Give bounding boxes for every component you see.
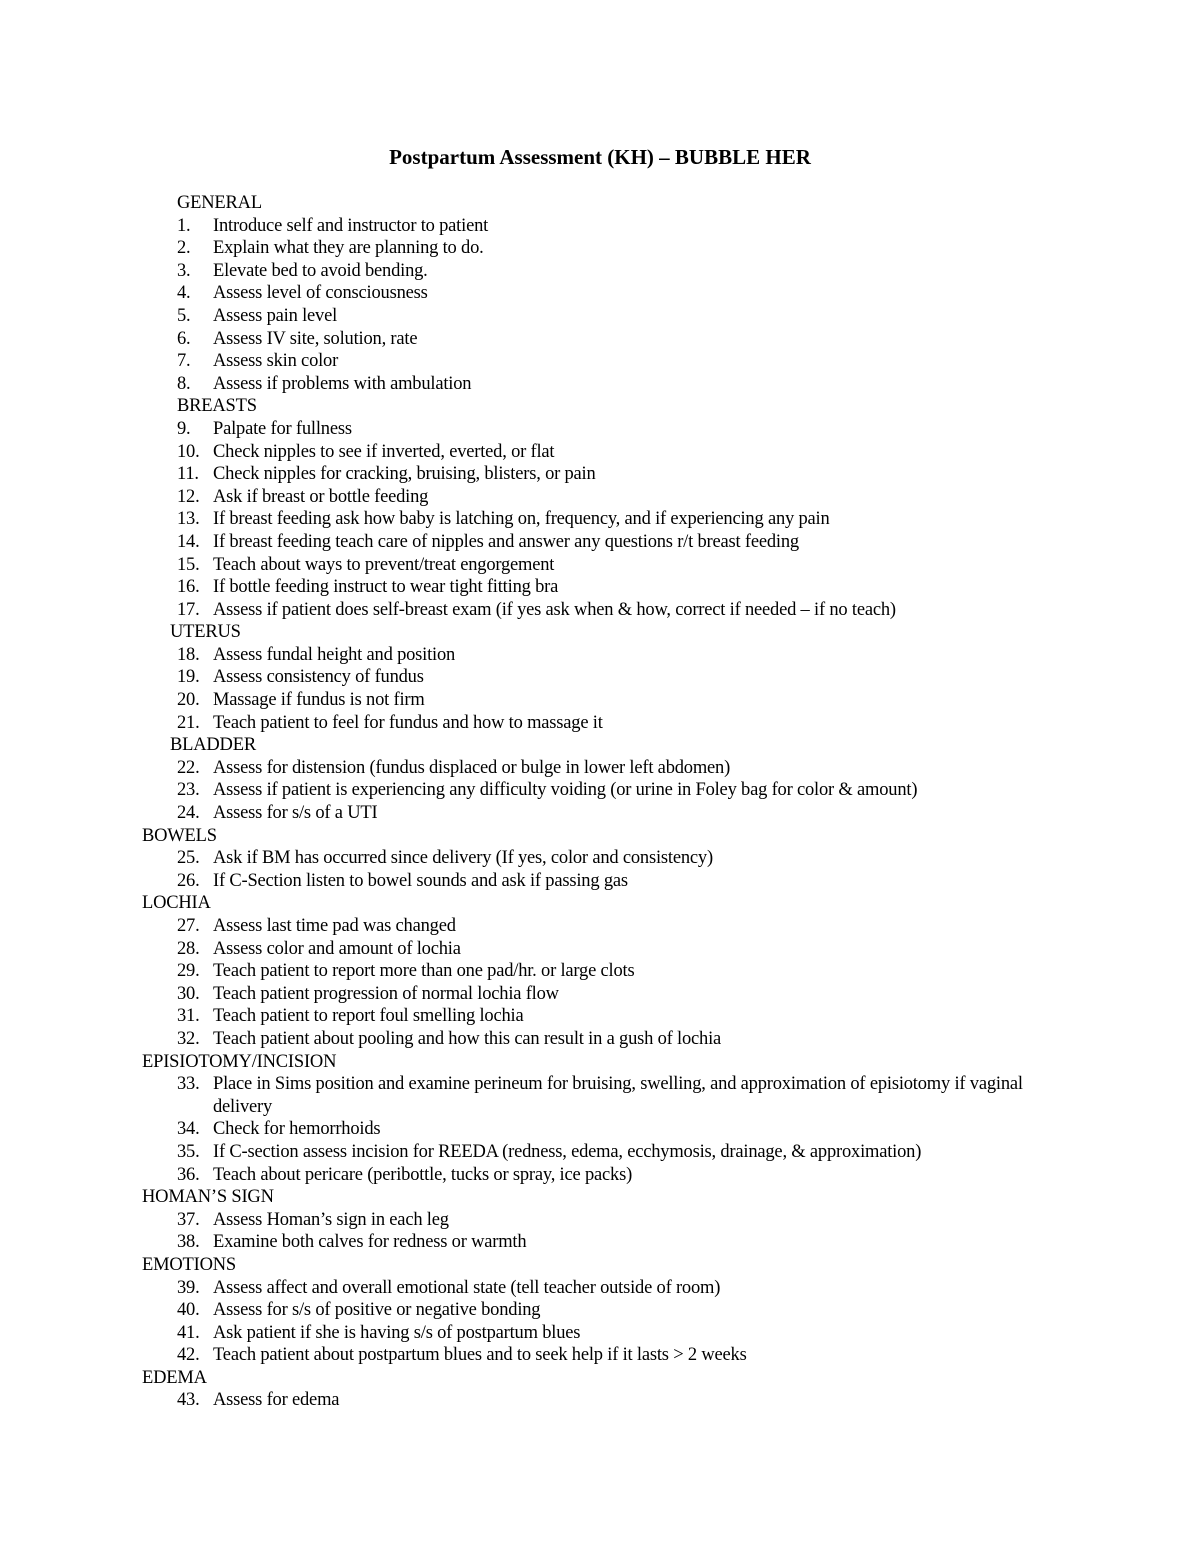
checklist-item [0, 644, 1200, 667]
checklist-item [0, 373, 1200, 396]
section-heading: EPISIOTOMY/INCISION [142, 1051, 337, 1072]
item-text: Assess last time pad was changed [213, 916, 456, 936]
item-text: Assess if problems with ambulation [213, 373, 472, 394]
item-number: 17. [177, 599, 200, 620]
checklist-item [0, 282, 1200, 305]
checklist-item [0, 779, 1200, 802]
checklist-item [0, 260, 1200, 283]
item-text: Assess consistency of fundus [213, 667, 424, 688]
item-number: 18. [177, 644, 200, 665]
item-text: Check nipples for cracking, bruising, blisters, or pain [213, 464, 596, 485]
item-number: 21. [177, 712, 200, 733]
item-number: 14. [177, 531, 200, 552]
checklist-item [0, 983, 1200, 1006]
checklist-item [0, 1141, 1200, 1164]
item-number: 27. [177, 916, 200, 936]
item-text: Teach patient to feel for fundus and how to massage it [213, 712, 603, 733]
item-text: Assess IV site, solution, rate [213, 328, 418, 349]
item-number: 32. [177, 1028, 200, 1049]
section-emotions [0, 1254, 1200, 1367]
item-text: Place in Sims position and examine perineum for bruising, swelling, and approximation of episiotomy if vaginal delivery [213, 1074, 1023, 1117]
checklist-item [0, 1322, 1200, 1345]
item-number: 2. [177, 238, 191, 259]
item-number: 30. [177, 983, 200, 1004]
item-text: Examine both calves for redness or warmth [213, 1232, 527, 1253]
item-number: 7. [177, 351, 191, 372]
checklist-item [0, 328, 1200, 351]
checklist-item [0, 1164, 1200, 1187]
checklist-item [0, 1389, 1200, 1412]
checklist-item [0, 418, 1200, 441]
item-number: 42. [177, 1345, 200, 1366]
item-number: 19. [177, 667, 200, 688]
item-number: 38. [177, 1232, 200, 1253]
item-text: Assess if patient does self-breast exam (if yes ask when & how, correct if needed – if no teach) [213, 599, 896, 620]
checklist-item [0, 554, 1200, 577]
item-text: Teach patient about pooling and how this can result in a gush of lochia [213, 1028, 722, 1049]
checklist-item [0, 938, 1200, 961]
section-bladder [0, 734, 1200, 824]
checklist-item [0, 1073, 1200, 1118]
section-lochia [0, 892, 1200, 1050]
item-number: 1. [177, 215, 191, 236]
item-text: Teach about ways to prevent/treat engorgement [213, 554, 555, 575]
item-text: Assess pain level [213, 305, 338, 326]
checklist-item [0, 1209, 1200, 1232]
item-text: Massage if fundus is not firm [213, 690, 425, 711]
section-heading: EMOTIONS [142, 1254, 236, 1275]
item-number: 9. [177, 418, 191, 439]
item-text: Teach patient progression of normal lochia flow [213, 983, 559, 1004]
item-text: Ask if breast or bottle feeding [213, 486, 429, 507]
item-text: Assess for edema [213, 1390, 340, 1411]
checklist-item [0, 1118, 1200, 1141]
checklist-item [0, 1231, 1200, 1254]
item-number: 6. [177, 328, 191, 349]
item-number: 40. [177, 1300, 200, 1321]
item-number: 4. [177, 283, 191, 304]
item-number: 24. [177, 803, 200, 824]
section-homan-s-sign [0, 1186, 1200, 1254]
item-number: 8. [177, 373, 191, 394]
item-text: Teach about pericare (peribottle, tucks or spray, ice packs) [213, 1164, 633, 1185]
item-text: Ask patient if she is having s/s of postpartum blues [213, 1322, 581, 1343]
item-number: 22. [177, 757, 200, 778]
item-number: 29. [177, 961, 200, 982]
item-number: 11. [177, 464, 199, 485]
section-edema [0, 1367, 1200, 1412]
section-heading: EDEMA [142, 1367, 207, 1388]
item-text: Assess affect and overall emotional state (tell teacher outside of room) [213, 1277, 721, 1298]
item-number: 20. [177, 690, 200, 711]
section-heading: HOMAN’S SIGN [142, 1187, 274, 1208]
checklist-item [0, 441, 1200, 464]
checklist-item [0, 847, 1200, 870]
checklist-item [0, 915, 1200, 938]
section-general [0, 192, 1200, 395]
item-text: Teach patient to report foul smelling lochia [213, 1006, 524, 1027]
checklist-item [0, 712, 1200, 735]
item-number: 16. [177, 577, 200, 598]
item-text: Check nipples to see if inverted, everted, or flat [213, 441, 555, 462]
item-number: 36. [177, 1164, 200, 1185]
section-heading: BREASTS [177, 396, 257, 417]
item-text: Explain what they are planning to do. [213, 238, 484, 259]
item-text: If C-section assess incision for REEDA (redness, edema, ecchymosis, drainage, & approximation) [213, 1141, 922, 1162]
item-text: If bottle feeding instruct to wear tight fitting bra [213, 577, 559, 598]
checklist-item [0, 1005, 1200, 1028]
checklist-item [0, 1299, 1200, 1322]
section-episiotomy-incision [0, 1051, 1200, 1187]
checklist-item [0, 1028, 1200, 1051]
checklist-item [0, 305, 1200, 328]
checklist-item [0, 666, 1200, 689]
section-uterus [0, 621, 1200, 734]
item-text: Elevate bed to avoid bending. [213, 260, 428, 281]
item-text: Teach patient to report more than one pad/hr. or large clots [213, 961, 635, 982]
item-number: 28. [177, 938, 200, 959]
item-number: 39. [177, 1277, 200, 1298]
section-heading: GENERAL [177, 193, 262, 213]
item-text: Assess fundal height and position [213, 644, 456, 665]
item-number: 43. [177, 1390, 200, 1411]
item-text: Introduce self and instructor to patient [213, 215, 489, 236]
item-text: Assess for distension (fundus displaced or bulge in lower left abdomen) [213, 757, 731, 778]
checklist-item [0, 689, 1200, 712]
item-number: 26. [177, 870, 200, 891]
checklist-item [0, 960, 1200, 983]
checklist-item [0, 486, 1200, 509]
item-text: Assess color and amount of lochia [213, 938, 461, 959]
item-text: If breast feeding ask how baby is latching on, frequency, and if experiencing any pain [213, 509, 830, 530]
item-number: 13. [177, 509, 200, 530]
checklist-item [0, 350, 1200, 373]
checklist-item [0, 1277, 1200, 1300]
item-number: 3. [177, 260, 191, 281]
item-text: Ask if BM has occurred since delivery (If yes, color and consistency) [213, 848, 713, 869]
item-number: 12. [177, 486, 200, 507]
item-text: Check for hemorrhoids [213, 1119, 381, 1140]
item-number: 31. [177, 1006, 200, 1027]
section-heading: LOCHIA [142, 893, 211, 914]
page-title: Postpartum Assessment (KH) – BUBBLE HER [389, 145, 811, 169]
checklist-item [0, 1344, 1200, 1367]
item-number: 35. [177, 1141, 200, 1162]
checklist-item [0, 802, 1200, 825]
assessment-checklist [0, 192, 1200, 1412]
section-breasts [0, 395, 1200, 621]
checklist-item [0, 599, 1200, 622]
item-number: 10. [177, 441, 200, 462]
item-number: 33. [177, 1074, 200, 1095]
item-number: 41. [177, 1322, 200, 1343]
checklist-item [0, 870, 1200, 893]
checklist-item [0, 757, 1200, 780]
section-heading: UTERUS [170, 622, 241, 643]
checklist-item [0, 237, 1200, 260]
section-bowels [0, 825, 1200, 893]
item-text: Assess if patient is experiencing any difficulty voiding (or urine in Foley bag for color & amount) [213, 780, 918, 801]
item-text: Assess for s/s of positive or negative bonding [213, 1300, 541, 1321]
item-text: If breast feeding teach care of nipples and answer any questions r/t breast feeding [213, 531, 799, 552]
item-number: 25. [177, 848, 200, 869]
item-number: 23. [177, 780, 200, 801]
checklist-item [0, 508, 1200, 531]
item-number: 34. [177, 1119, 200, 1140]
item-text: If C-Section listen to bowel sounds and ask if passing gas [213, 870, 628, 891]
checklist-item [0, 215, 1200, 238]
item-text: Teach patient about postpartum blues and to seek help if it lasts > 2 weeks [213, 1345, 747, 1366]
section-heading: BOWELS [142, 825, 217, 846]
item-text: Assess for s/s of a UTI [213, 803, 378, 824]
item-text: Assess Homan’s sign in each leg [213, 1209, 449, 1230]
item-number: 15. [177, 554, 200, 575]
item-text: Palpate for fullness [213, 418, 352, 439]
item-number: 5. [177, 305, 191, 326]
item-number: 37. [177, 1209, 200, 1230]
item-text: Assess skin color [213, 351, 339, 372]
checklist-item [0, 531, 1200, 554]
section-heading: BLADDER [170, 735, 256, 756]
checklist-item [0, 576, 1200, 599]
checklist-item [0, 463, 1200, 486]
item-text: Assess level of consciousness [213, 283, 428, 304]
